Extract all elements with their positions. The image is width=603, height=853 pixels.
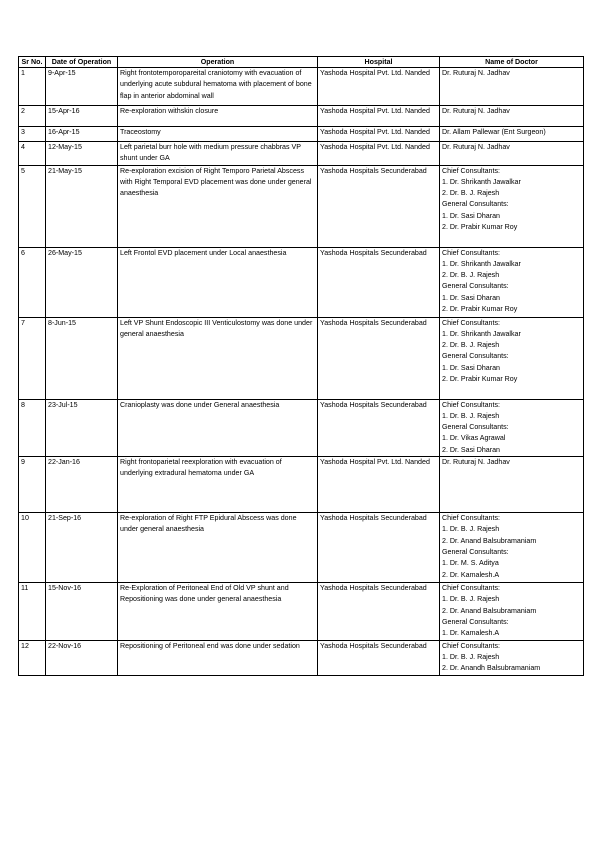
doctor-line: 2. Dr. Anandh Balsubramaniam <box>442 664 541 673</box>
header-row <box>19 57 584 68</box>
cell-sr: 12 <box>19 640 46 675</box>
doctor-line: Dr. Ruturaj N. Jadhav <box>442 69 510 77</box>
cell-sr: 7 <box>19 317 46 399</box>
cell-operation: Re-exploration excision of Right Temporo Parietal Abscess with Right Temporal EVD placement was done under general anaesthesia <box>118 165 318 247</box>
doctor-line: 1. Dr. Shrikanth Jawalkar <box>442 329 521 338</box>
cell-hospital: Yashoda Hospitals Secunderabad <box>318 399 440 456</box>
table-row <box>19 583 584 640</box>
cell-date: 22-Nov-16 <box>46 640 118 675</box>
cell-date: 9-Apr-15 <box>46 68 118 106</box>
doctor-line: 2. Dr. B. J. Rajesh <box>442 341 500 350</box>
header-doctor: Name of Doctor <box>440 57 584 68</box>
cell-operation: Cranioplasty was done under General anaesthesia <box>118 399 318 456</box>
header-date: Date of Operation <box>46 57 118 68</box>
cell-hospital: Yashoda Hospital Pvt. Ltd. Nanded <box>318 142 440 166</box>
cell-doctor <box>440 247 584 317</box>
doctor-line: Dr. Ruturaj N. Jadhav <box>442 107 510 115</box>
header-operation: Operation <box>118 57 318 68</box>
table-row <box>19 106 584 127</box>
table-row <box>19 399 584 456</box>
cell-sr: 1 <box>19 68 46 106</box>
doctor-line: 1. Dr. B. J. Rajesh <box>442 595 500 604</box>
doctor-line: General Consultants: <box>442 282 509 291</box>
cell-date: 8-Jun-15 <box>46 317 118 399</box>
cell-sr: 2 <box>19 106 46 127</box>
doctor-line: 2. Dr. Prabir Kumar Roy <box>442 375 518 384</box>
cell-date: 15-Nov-16 <box>46 583 118 640</box>
doctor-line: Chief Consultants: <box>442 166 500 175</box>
cell-sr: 8 <box>19 399 46 456</box>
cell-date: 16-Apr-15 <box>46 127 118 142</box>
cell-date: 22-Jan-16 <box>46 457 118 513</box>
cell-sr: 11 <box>19 583 46 640</box>
table-row <box>19 317 584 399</box>
cell-sr: 10 <box>19 513 46 583</box>
cell-doctor <box>440 142 584 166</box>
doctor-line: 2. Dr. Anand Balsubramaniam <box>442 536 537 545</box>
table-row <box>19 640 584 675</box>
cell-doctor <box>440 68 584 106</box>
cell-hospital: Yashoda Hospitals Secunderabad <box>318 583 440 640</box>
table-row <box>19 127 584 142</box>
table-body <box>19 68 584 676</box>
cell-hospital: Yashoda Hospital Pvt. Ltd. Nanded <box>318 127 440 142</box>
cell-operation: Re-exploration of Right FTP Epidural Abscess was done under general anaesthesia <box>118 513 318 583</box>
cell-sr: 9 <box>19 457 46 513</box>
cell-hospital: Yashoda Hospitals Secunderabad <box>318 640 440 675</box>
cell-operation: Re-exploration withskin closure <box>118 106 318 127</box>
cell-doctor <box>440 457 584 513</box>
doctor-line: General Consultants: <box>442 200 509 209</box>
cell-hospital: Yashoda Hospitals Secunderabad <box>318 513 440 583</box>
cell-hospital: Yashoda Hospital Pvt. Ltd. Nanded <box>318 106 440 127</box>
doctor-line: 2. Dr. B. J. Rajesh <box>442 271 500 280</box>
doctor-line: Chief Consultants: <box>442 400 500 409</box>
table-row <box>19 457 584 513</box>
cell-hospital: Yashoda Hospital Pvt. Ltd. Nanded <box>318 457 440 513</box>
cell-operation: Right frontotemporopareital craniotomy with evacuation of underlying acute subdural hematoma with placement of bone flap in anterior abdominal wall <box>118 68 318 106</box>
cell-operation: Left VP Shunt Endoscopic III Venticulostomy was done under general anaesthesia <box>118 317 318 399</box>
doctor-line: 1. Dr. Kamalesh.A <box>442 629 500 638</box>
doctor-line: Chief Consultants: <box>442 514 500 523</box>
table-row <box>19 68 584 106</box>
doctor-line: 1. Dr. Shrikanth Jawalkar <box>442 259 521 268</box>
doctor-line: General Consultants: <box>442 617 509 626</box>
cell-operation: Right frontoparietal reexploration with evacuation of underlying extradural hematoma under GA <box>118 457 318 513</box>
doctor-line: 1. Dr. B. J. Rajesh <box>442 525 500 534</box>
doctor-line: 2. Dr. Kamalesh.A <box>442 570 500 579</box>
doctor-line: General Consultants: <box>442 547 509 556</box>
header-hospital: Hospital <box>318 57 440 68</box>
doctor-line: Dr. Ruturaj N. Jadhav <box>442 458 510 467</box>
doctor-line: 2. Dr. Prabir Kumar Roy <box>442 223 518 232</box>
cell-date: 23-Jul-15 <box>46 399 118 456</box>
cell-sr: 3 <box>19 127 46 142</box>
cell-doctor <box>440 127 584 142</box>
doctor-line: 1. Dr. Vikas Agrawal <box>442 434 506 443</box>
doctor-line: 1. Dr. B. J. Rajesh <box>442 652 500 661</box>
cell-doctor <box>440 165 584 247</box>
cell-operation: Left parietal burr hole with medium pressure chabbras VP shunt under GA <box>118 142 318 166</box>
cell-sr: 5 <box>19 165 46 247</box>
doctor-line: 2. Dr. Sasi Dharan <box>442 445 500 454</box>
doctor-line: 2. Dr. B. J. Rajesh <box>442 189 500 198</box>
doctor-line: Chief Consultants: <box>442 584 500 593</box>
doctor-line: Chief Consultants: <box>442 318 500 327</box>
doctor-line: Chief Consultants: <box>442 641 500 650</box>
cell-date: 21-May-15 <box>46 165 118 247</box>
cell-hospital: Yashoda Hospital Pvt. Ltd. Nanded <box>318 68 440 106</box>
cell-doctor <box>440 583 584 640</box>
cell-doctor <box>440 399 584 456</box>
doctor-line: 1. Dr. Sasi Dharan <box>442 211 500 220</box>
doctor-line: 1. Dr. Sasi Dharan <box>442 293 500 302</box>
cell-operation: Repositioning of Peritoneal end was done under sedation <box>118 640 318 675</box>
doctor-line: General Consultants: <box>442 423 509 432</box>
table-row <box>19 513 584 583</box>
doctor-line: 2. Dr. Anand Balsubramaniam <box>442 606 537 615</box>
cell-doctor <box>440 106 584 127</box>
cell-operation: Traceostomy <box>118 127 318 142</box>
doctor-line: 1. Dr. B. J. Rajesh <box>442 411 500 420</box>
doctor-line: 1. Dr. Shrikanth Jawalkar <box>442 177 521 186</box>
cell-date: 12-May-15 <box>46 142 118 166</box>
doctor-line: Dr. Allam Pallewar (Ent Surgeon) <box>442 128 546 136</box>
doctor-line: 2. Dr. Prabir Kumar Roy <box>442 305 518 314</box>
table-row <box>19 165 584 247</box>
cell-date: 21-Sep-16 <box>46 513 118 583</box>
operations-table <box>18 56 584 676</box>
doctor-line: 1. Dr. M. S. Aditya <box>442 559 499 568</box>
doctor-line: General Consultants: <box>442 352 509 361</box>
cell-sr: 4 <box>19 142 46 166</box>
cell-doctor <box>440 513 584 583</box>
cell-date: 15-Apr-16 <box>46 106 118 127</box>
cell-hospital: Yashoda Hospitals Secunderabad <box>318 165 440 247</box>
cell-hospital: Yashoda Hospitals Secunderabad <box>318 247 440 317</box>
table-row <box>19 247 584 317</box>
header-sr-no: Sr No. <box>19 57 46 68</box>
doctor-line: Chief Consultants: <box>442 248 500 257</box>
cell-doctor <box>440 640 584 675</box>
cell-sr: 6 <box>19 247 46 317</box>
cell-hospital: Yashoda Hospitals Secunderabad <box>318 317 440 399</box>
cell-doctor <box>440 317 584 399</box>
cell-date: 26-May-15 <box>46 247 118 317</box>
table-row <box>19 142 584 166</box>
doctor-line: Dr. Ruturaj N. Jadhav <box>442 143 510 151</box>
doctor-line: 1. Dr. Sasi Dharan <box>442 363 500 372</box>
cell-operation: Re-Exploration of Peritoneal End of Old VP shunt and Repositioning was done under general anaesthesia <box>118 583 318 640</box>
cell-operation: Left Frontol EVD placement under Local anaesthesia <box>118 247 318 317</box>
